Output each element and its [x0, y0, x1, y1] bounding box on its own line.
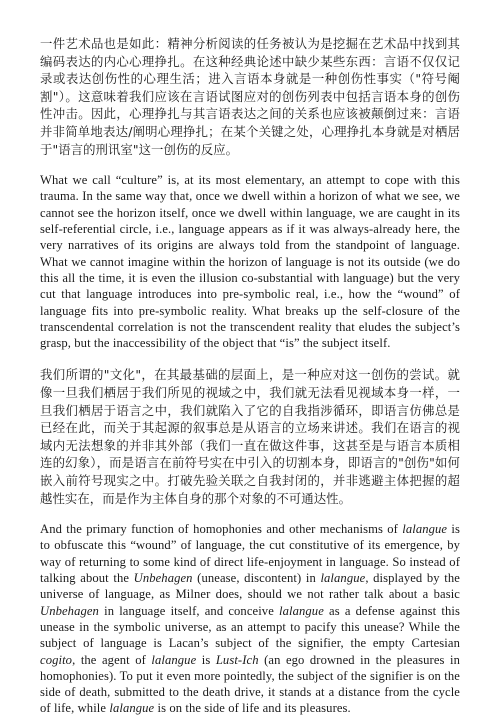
- paragraph-zh-1: 一件艺术品也是如此：精神分析阅读的任务被认为是挖掘在艺术品中找到其编码表达的内心心理挣扎。在这种经典论述中缺少某些东西：言语不仅仅记录或表达创伤性的心理生活；进入言语本身就是一种创伤性事实（"符号阉割"）。这意味着我们应该在言语试图应对的创伤列表中包括言语本身的创伤性冲击。因此，心理挣扎与其言语表达之间的关系也应该被颠倒过来：言语并非简单地表达/阐明心理挣扎；在某个关键之处，心理挣扎本身就是对栖居于"语言的刑讯室"这一创伤的反应。: [40, 36, 460, 157]
- italic-term: lalangue: [402, 522, 448, 537]
- italic-term: Unbehagen: [133, 571, 193, 586]
- text-segment: is: [196, 652, 216, 667]
- italic-term: Lust-Ich: [215, 652, 259, 667]
- paragraph-en-1: [40, 172, 460, 351]
- text-segment: (unease, discontent) in: [192, 571, 321, 586]
- paragraph-zh-2: 我们所谓的"文化"，在其最基础的层面上，是一种应对这一创伤的尝试。就像一旦我们栖居于我们所见的视域之中，我们就无法看见视域本身一样，一旦我们栖居于语言之中，我们就陷入了它的自我指涉循环，即语言仿佛总是已经在此，而关于其起源的叙事总是从语言的立场来讲述。我们在语言的视域内无法想象的并非其外部（我们一直在做这件事，这甚至是与语言本质相连的幻象），而是语言在前符号实在中引入的切割本身，即语言的"创伤"如何嵌入前符号现实之中。打破先验关联之自我封闭的，并非逃避主体把握的超越性实在，而是作为主体自身的那个对象的不可通达性。: [40, 367, 460, 506]
- italic-term: Unbehagen: [40, 603, 99, 618]
- italic-term: lalangue: [279, 603, 324, 618]
- text-segment: What we call “culture” is, at its most elementary, an attempt to cope with this trauma. In the same way that, once we dwell within a horizon of what we see, we cannot see the horizon itself, once we dwell within language, we are caught in its self-referential circle, i.e., language appears as if it was always-already here, the very narratives of its origins are always told from the standpoint of language. What we cannot imagine within the horizon of language is not its outside (we do this all the time, it is even the illusion co-substantial with language) but the very cut that language introduces into pre-symbolic real, i.e., how the “wound” of language fits into pre-symbolic reality. What breaks up the self-closure of the transcendental correlation is not the transcendent reality that eludes the subject’s grasp, but the inaccessibility of the object that “is” the subject itself.: [40, 173, 460, 351]
- italic-term: lalangue: [151, 652, 197, 667]
- text-segment: as a defense against this unease in the symbolic universe, as an attempt to pacify this unease? While the subject of language is Lacan’s subject of the signifier, the empty Cartesian: [40, 603, 460, 651]
- text-segment: (an ego drowned in the pleasures in homophonies). To put it even more pointedly, the subject of the signifier is on the side of death, submitted to the death drive, it stands at a distance from the cycle of life, while: [40, 652, 460, 716]
- text-segment: in language itself, and conceive: [98, 603, 280, 618]
- text-segment: , displayed by the universe of language, as Milner does, should we not rather talk about a basic: [40, 571, 460, 602]
- text-segment: is to obfuscate this “wound” of language, the cut constitutive of its emergence, by way of returning to some kind of direct life-enjoyment in language. So instead of talking about the: [40, 522, 461, 586]
- italic-term: cogito: [40, 652, 73, 667]
- text-segment: And the primary function of homophonies and other mechanisms of: [40, 522, 403, 537]
- italic-term: lalangue: [320, 571, 366, 586]
- text-segment: , the agent of: [72, 652, 152, 667]
- paragraph-en-2: [40, 521, 460, 717]
- text-segment: is on the side of life and its pleasures.: [154, 701, 351, 716]
- italic-term: lalangue: [109, 701, 155, 716]
